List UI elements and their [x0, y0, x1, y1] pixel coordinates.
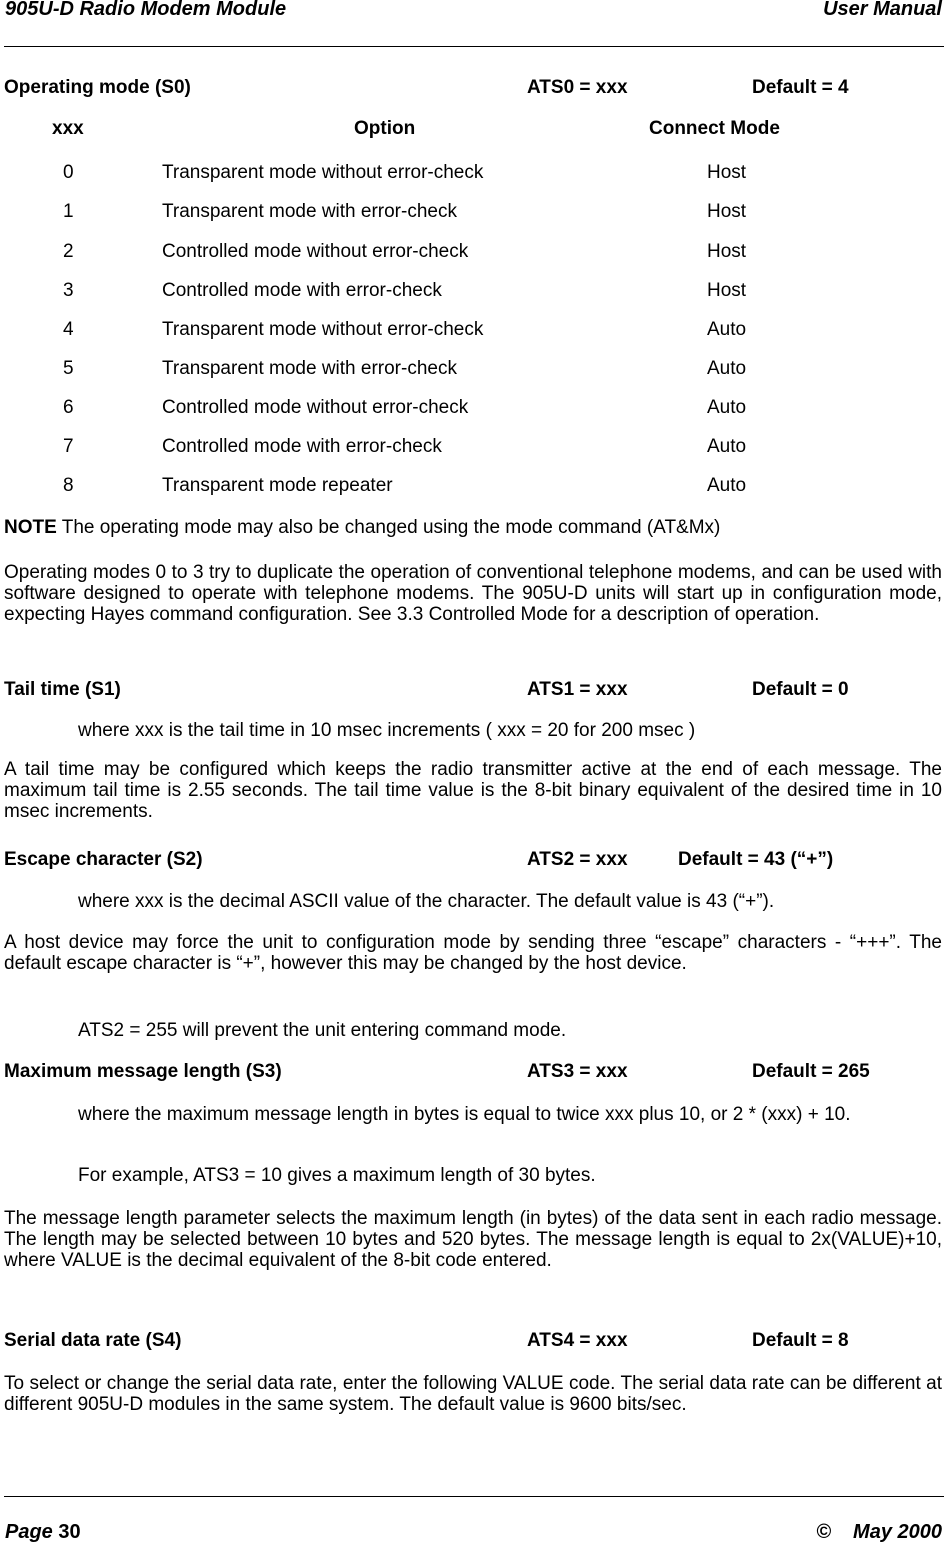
mode-option: Transparent mode repeater [162, 475, 393, 496]
footer-date-block [816, 1521, 942, 1544]
document-type: User Manual [823, 0, 942, 20]
s0-note [4, 517, 720, 539]
s4-title: Serial data rate (S4) [4, 1330, 182, 1351]
s2-title: Escape character (S2) [4, 849, 203, 870]
mode-option: Transparent mode without error-check [162, 319, 484, 340]
footer-date: May 2000 [853, 1521, 942, 1543]
table-header-xxx: xxx [52, 118, 84, 139]
mode-connect: Auto [707, 319, 747, 340]
mode-option: Transparent mode with error-check [162, 358, 457, 379]
mode-option: Controlled mode with error-check [162, 280, 442, 301]
s1-command: ATS1 = xxx [527, 679, 628, 700]
s1-default: Default = 0 [752, 679, 849, 700]
mode-value: 5 [63, 358, 74, 379]
mode-connect: Auto [707, 475, 747, 496]
s0-command: ATS0 = xxx [527, 77, 628, 98]
document-title: 905U-D Radio Modem Module [5, 0, 287, 20]
s3-default: Default = 265 [752, 1061, 870, 1082]
mode-connect: Auto [707, 436, 747, 457]
s3-title: Maximum message length (S3) [4, 1061, 282, 1082]
s1-title: Tail time (S1) [4, 679, 121, 700]
s4-paragraph: To select or change the serial data rate, enter the following VALUE code. The serial data rate can be different at different 905U-D modules in the same system. The default value is 9600 bits/sec. [4, 1373, 942, 1415]
mode-option: Controlled mode with error-check [162, 436, 442, 457]
mode-value: 1 [63, 201, 74, 222]
mode-connect: Host [707, 201, 747, 222]
s3-indent-2: For example, ATS3 = 10 gives a maximum length of 30 bytes. [78, 1165, 596, 1186]
mode-value: 3 [63, 280, 74, 301]
mode-connect: Host [707, 280, 747, 301]
s1-indent: where xxx is the tail time in 10 msec increments ( xxx = 20 for 200 msec ) [78, 720, 696, 741]
s3-indent: where the maximum message length in bytes is equal to twice xxx plus 10, or 2 * (xxx) + 10. [78, 1104, 851, 1125]
mode-connect: Auto [707, 358, 747, 379]
note-text: The operating mode may also be changed using the mode command (AT&Mx) [56, 517, 721, 538]
mode-option: Transparent mode with error-check [162, 201, 457, 222]
s4-command: ATS4 = xxx [527, 1330, 628, 1351]
table-header-connect-mode: Connect Mode [649, 118, 780, 139]
note-label: NOTE [4, 517, 57, 538]
mode-value: 8 [63, 475, 74, 496]
copyright-symbol: © [816, 1521, 832, 1543]
mode-connect: Host [707, 162, 747, 183]
mode-value: 0 [63, 162, 74, 183]
s1-paragraph: A tail time may be configured which keeps the radio transmitter active at the end of each message. The maximum tail time is 2.55 seconds. The tail time value is the 8-bit binary equivalent of the desired time in 10 msec increments. [4, 759, 942, 822]
page-label: Page [5, 1521, 53, 1543]
mode-option: Controlled mode without error-check [162, 241, 469, 262]
mode-value: 4 [63, 319, 74, 340]
s0-title: Operating mode (S0) [4, 77, 191, 98]
s2-paragraph: A host device may force the unit to configuration mode by sending three “escape” characters - “+++”. The default escape character is “+”, however this may be changed by the host device. [4, 932, 942, 974]
page-number: 30 [58, 1521, 81, 1543]
mode-connect: Auto [707, 397, 747, 418]
s2-indent-2: ATS2 = 255 will prevent the unit entering command mode. [78, 1020, 567, 1041]
s3-command: ATS3 = xxx [527, 1061, 628, 1082]
s4-default: Default = 8 [752, 1330, 849, 1351]
mode-option: Transparent mode without error-check [162, 162, 484, 183]
s0-paragraph: Operating modes 0 to 3 try to duplicate the operation of conventional telephone modems, and can be used with software designed to operate with telephone modems. The 905U-D units will start up in configuration mode, expecting Hayes command configuration. See 3.3 Controlled Mode for a description of operation. [4, 562, 942, 625]
mode-option: Controlled mode without error-check [162, 397, 469, 418]
s2-indent: where xxx is the decimal ASCII value of the character. The default value is 43 (“+”). [78, 891, 775, 912]
s2-command: ATS2 = xxx [527, 849, 628, 870]
s2-default: Default = 43 (“+”) [678, 849, 834, 870]
mode-value: 7 [63, 436, 74, 457]
page-number-block [5, 1521, 81, 1544]
table-header-option: Option [354, 118, 416, 139]
mode-value: 2 [63, 241, 74, 262]
footer-rule [4, 1496, 944, 1497]
mode-value: 6 [63, 397, 74, 418]
header-rule [4, 46, 944, 47]
mode-connect: Host [707, 241, 747, 262]
s3-paragraph: The message length parameter selects the maximum length (in bytes) of the data sent in each radio message. The length may be selected between 10 bytes and 520 bytes. The message length is equal to 2x(VALUE)+10, where VALUE is the decimal equivalent of the 8-bit code entered. [4, 1208, 942, 1271]
s0-default: Default = 4 [752, 77, 849, 98]
